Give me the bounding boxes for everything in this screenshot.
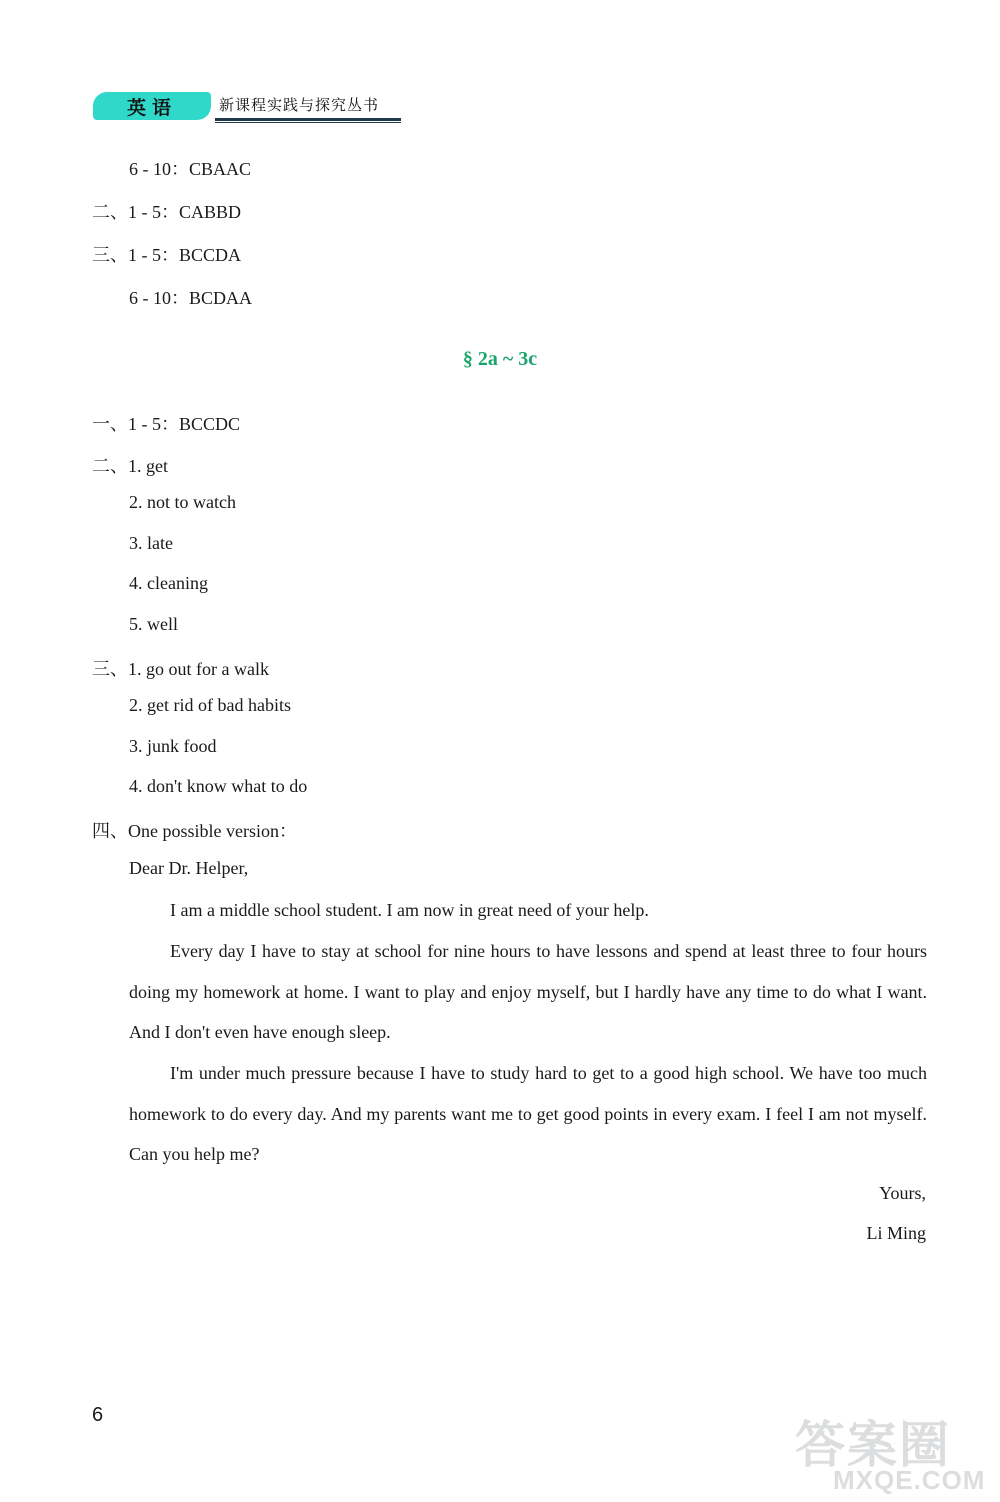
answer-line: 3. late [129, 533, 173, 553]
answer-line: 6 - 10：BCDAA [129, 288, 253, 308]
watermark-text: 答案圈 [795, 1416, 951, 1474]
answer-line: 4. cleaning [129, 573, 208, 593]
answer-line: 二、1 - 5：CABBD [92, 202, 242, 222]
answer-line: 2. get rid of bad habits [129, 695, 291, 715]
answer-line: 一、1 - 5：BCCDC [92, 414, 241, 434]
header-rule-thin [215, 122, 401, 123]
answer-line: 2. not to watch [129, 492, 236, 512]
watermark-url: MXQE.COM [833, 1465, 986, 1495]
letter-paragraph: I am a middle school student. I am now in great need of your help. [170, 900, 649, 920]
letter-greeting: Dear Dr. Helper, [129, 858, 249, 878]
part-label: 四、One possible version： [92, 821, 297, 841]
section-title: § 2a ~ 3c [462, 348, 538, 370]
letter-paragraph: I'm under much pressure because I have to study hard to get to a good high school. We have too much homework to do every day. And my parents want me to get good points in every exam. I feel I am not myself. Can you help me? [129, 1063, 927, 1164]
letter-closing: Yours, [879, 1183, 926, 1203]
answer-line: 二、1. get [92, 456, 168, 476]
answer-line: 6 - 10：CBAAC [129, 159, 252, 179]
answer-line: 三、1. go out for a walk [92, 659, 269, 679]
answer-line: 5. well [129, 614, 178, 634]
letter-signature: Li Ming [866, 1223, 926, 1243]
answer-line: 4. don't know what to do [129, 776, 308, 796]
subject-label: 英语 [126, 96, 177, 119]
header-rule [215, 118, 401, 121]
subject-badge [93, 92, 211, 120]
answer-line: 三、1 - 5：BCCDA [92, 245, 242, 265]
series-title: 新课程实践与探究丛书 [219, 96, 380, 114]
watermark-logo [795, 1405, 995, 1497]
answer-line: 3. junk food [129, 736, 217, 756]
page-number: 6 [92, 1404, 104, 1426]
letter-paragraph: Every day I have to stay at school for nine hours to have lessons and spend at least three to four hours doing my homework at home. I want to play and enjoy myself, but I hardly have any time to do what I want. And I don't even have enough sleep. [129, 941, 927, 1042]
